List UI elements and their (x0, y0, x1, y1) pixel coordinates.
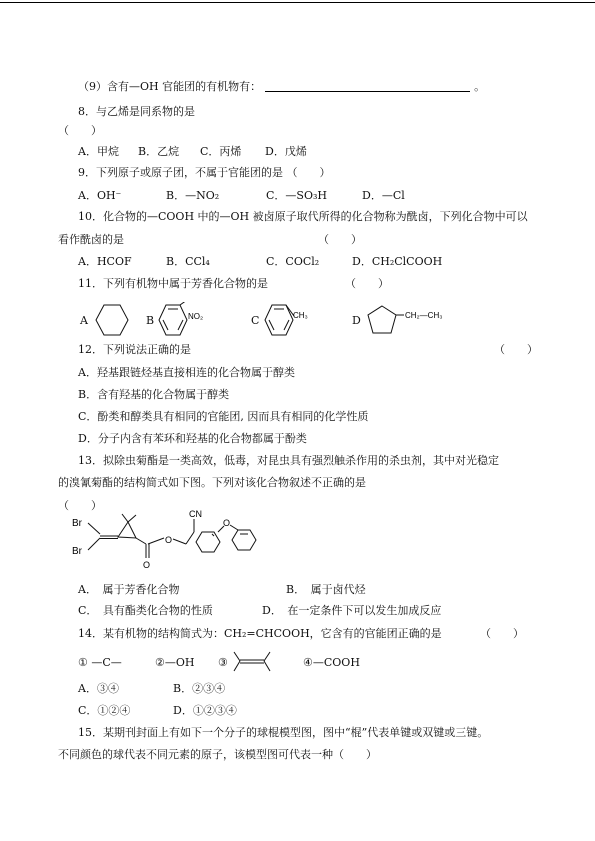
question-14-stem: 14．某有机物的结构简式为：CH₂=CHCOOH，它含有的官能团正确的是 (78, 627, 442, 640)
question-10-option-d: D．CH₂ClCOOH (352, 255, 443, 268)
deltamethrin-structure (66, 508, 276, 574)
question-14-paren: （ ） (480, 627, 524, 640)
question-13-line-1: 13．拟除虫菊酯是一类高效，低毒，对昆虫具有强烈触杀作用的杀虫剂，其中对光稳定 (78, 454, 499, 467)
ethyl-group-label: CH₂—CH₃ (405, 311, 443, 320)
toluene-structure (262, 302, 322, 340)
nitro-group-label: NO₂ (188, 312, 204, 321)
question-11-option-b-label: B (146, 314, 155, 327)
question-12-option-a: A．羟基跟链烃基直接相连的化合物属于醇类 (78, 366, 295, 379)
question-12-stem: 12．下列说法正确的是 (78, 343, 191, 356)
question-10-line-1: 10．化合物的—COOH 中的—OH 被卤原子取代所得的化合物称为酰卤，下列化合物中可以 (78, 210, 528, 223)
page-top-rule (0, 2, 595, 3)
question-10-option-c: C．COCl₂ (266, 255, 320, 268)
question-15-line-2: 不同颜色的球代表不同元素的原子，该模型图可代表一种（ ） (58, 748, 377, 761)
question-9-option-b: B．—NO₂ (166, 189, 220, 202)
question-8-stem: 8．与乙烯是同系物的是 (78, 105, 195, 118)
question-9-option-c: C．—SO₃H (266, 189, 327, 202)
question-9-option-d: D．—Cl (362, 189, 405, 202)
functional-group-2: ②—OH (155, 656, 195, 669)
question-8-option-c: C．丙烯 (200, 145, 242, 158)
question-11-option-a-label: A (80, 314, 88, 327)
cyano-group-label: CN (189, 509, 202, 519)
bromine-label-1: Br (72, 518, 82, 529)
ethylcyclopentane-structure (366, 302, 456, 340)
question-14-option-b: B．②③④ (173, 682, 226, 695)
answer-blank[interactable] (265, 81, 470, 92)
bromine-label-2: Br (72, 546, 82, 557)
question-11-stem: 11．下列有机物中属于芳香化合物的是 (78, 277, 268, 290)
question-13-paren: （ ） (58, 499, 102, 512)
question-9-stem: 9．下列原子或原子团，不属于官能团的是 （ ） (78, 166, 331, 179)
question-13-option-c: C． 具有酯类化合物的性质 (78, 604, 213, 617)
question-12-option-d: D．分子内含有苯环和羟基的化合物都属于酚类 (78, 432, 307, 445)
question-10-line-2: 看作酰卤的是 (58, 233, 124, 246)
question-8-option-d: D．戊烯 (265, 145, 307, 158)
question-13-option-b: B． 属于卤代烃 (286, 583, 366, 596)
functional-group-1: ① —C— (78, 656, 122, 669)
question-12-paren: （ ） (494, 343, 538, 356)
question-15-line-1: 15．某期刊封面上有如下一个分子的球棍模型图，图中“棍”代表单键或双键或三键。 (78, 726, 489, 739)
question-10-option-a: A．HCOF (78, 255, 132, 268)
question-10-paren: （ ） (318, 233, 362, 246)
question-13-line-2: 的溴氰菊酯的结构简式如下图。下列对该化合物叙述不正确的是 (58, 476, 366, 489)
functional-group-3-label: ③ (218, 656, 228, 669)
question-8-paren: （ ） (58, 124, 102, 137)
question-8-option-a: A．甲烷 (78, 145, 119, 158)
question-11-option-d-label: D (352, 314, 361, 327)
methyl-group-label: CH₃ (293, 311, 308, 320)
question-13-option-d: D． 在一定条件下可以发生加成反应 (262, 604, 442, 617)
question-14-option-a: A．③④ (78, 682, 119, 695)
question-8-option-b: B．乙烷 (138, 145, 180, 158)
sub-question-9 (78, 80, 485, 94)
functional-group-4: ④—COOH (303, 656, 360, 669)
ether-oxygen-label: O (223, 518, 231, 528)
question-12-option-c: C．酚类和醇类具有相同的官能团, 因而具有相同的化学性质 (78, 410, 369, 423)
sub-question-9-prefix: （9）含有—OH 官能团的有机物有： (78, 80, 262, 93)
question-9-option-a: A．OH⁻ (78, 189, 122, 202)
ester-oxygen-label: O (165, 535, 173, 545)
alkene-double-bond-structure (230, 646, 280, 676)
question-14-option-c: C．①②④ (78, 704, 131, 717)
carbonyl-oxygen-label: O (143, 560, 151, 570)
cyclohexane-structure (92, 302, 132, 340)
question-11-paren: （ ） (345, 277, 389, 290)
question-13-option-a: A． 属于芳香化合物 (78, 583, 180, 596)
question-11-option-c-label: C (251, 314, 260, 327)
sub-question-9-suffix: 。 (474, 80, 486, 93)
nitrobenzene-structure (156, 302, 216, 340)
question-10-option-b: B．CCl₄ (166, 255, 210, 268)
question-12-option-b: B．含有羟基的化合物属于醇类 (78, 388, 230, 401)
question-14-option-d: D．①②③④ (173, 704, 237, 717)
